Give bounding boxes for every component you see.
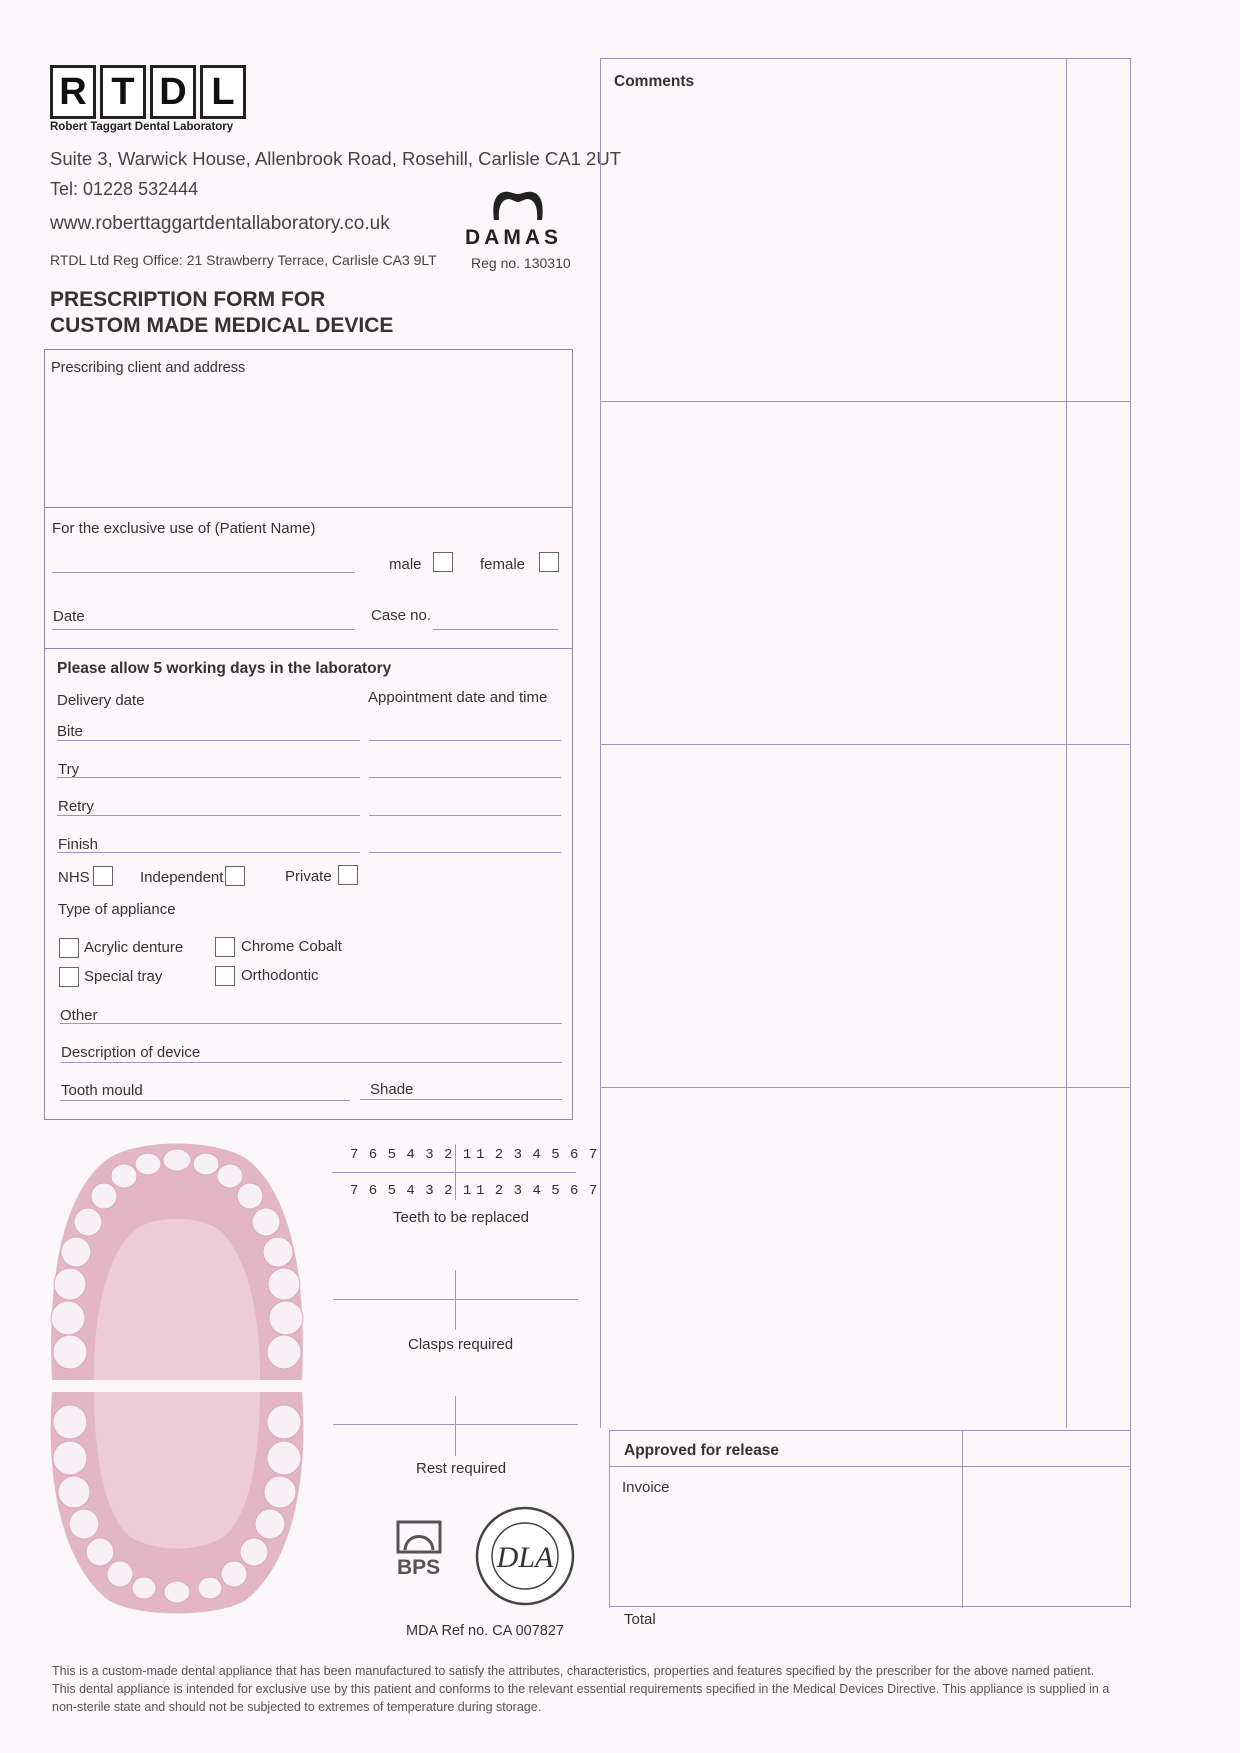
comments-rule-3 [600, 1087, 1130, 1088]
tooth-mould-label: Tooth mould [61, 1082, 143, 1099]
try-appointment-field[interactable] [369, 777, 561, 778]
bite-delivery-field[interactable] [57, 740, 360, 741]
client-address-field[interactable] [51, 384, 561, 502]
finish-label: Finish [58, 836, 99, 853]
appointment-heading: Appointment date and time [368, 689, 548, 706]
date-field[interactable] [52, 629, 355, 630]
dla-seal-icon [474, 1505, 576, 1607]
description-field[interactable] [60, 1062, 562, 1063]
clasps-cross-vertical[interactable] [455, 1270, 456, 1330]
patient-name-label: For the exclusive use of (Patient Name) [52, 520, 316, 537]
chrome-cobalt-checkbox[interactable] [215, 937, 235, 957]
special-tray-checkbox[interactable] [59, 967, 79, 987]
logo-letter-t: T [100, 65, 146, 119]
logo-letter-r: R [50, 65, 96, 119]
other-field[interactable] [60, 1023, 562, 1024]
clasps-required-label: Clasps required [408, 1336, 514, 1353]
client-address-label: Prescribing client and address [51, 360, 246, 376]
female-label: female [480, 556, 526, 573]
tooth-mould-field[interactable] [60, 1100, 350, 1101]
dental-arch-illustration[interactable] [46, 1140, 308, 1618]
comments-field[interactable] [606, 98, 1060, 1418]
working-days-notice: Please allow 5 working days in the laboratory [57, 660, 392, 677]
bps-logo-text: BPS [397, 1556, 441, 1579]
retry-delivery-field[interactable] [57, 815, 360, 816]
lower-right-teeth-numbers: 1 2 3 4 5 6 7 [476, 1183, 599, 1199]
teeth-to-be-replaced-label: Teeth to be replaced [393, 1209, 529, 1226]
shade-label: Shade [370, 1081, 414, 1098]
independent-label: Independent [140, 869, 224, 886]
comments-left-border [600, 58, 601, 1428]
damas-logo-text: DAMAS [465, 226, 562, 249]
chrome-cobalt-label: Chrome Cobalt [241, 938, 342, 955]
date-label: Date [53, 608, 85, 625]
finish-delivery-field[interactable] [57, 852, 360, 853]
orthodontic-checkbox[interactable] [215, 966, 235, 986]
invoice-value-field[interactable] [966, 1470, 1126, 1602]
description-label: Description of device [61, 1044, 201, 1061]
disclaimer-line-2: This dental appliance is intended for exclusive use by this patient and conforms to the relevant essential requirements specified in the Medical Devices Directive. This appliance is supplied in a [52, 1682, 1110, 1696]
disclaimer-line-3: non-sterile state and should not be subjected to extremes of temperature during storage. [52, 1700, 542, 1714]
comments-inner-rule [1066, 58, 1067, 1428]
release-top-border [609, 1430, 1130, 1431]
form-title-line-1: PRESCRIPTION FORM FOR [50, 288, 326, 311]
lab-website: www.roberttaggartdentallaboratory.co.uk [50, 213, 390, 234]
logo-letter-d: D [150, 65, 196, 119]
release-header-rule [609, 1466, 1130, 1467]
independent-checkbox[interactable] [225, 866, 245, 886]
special-tray-label: Special tray [84, 968, 163, 985]
lab-address: Suite 3, Warwick House, Allenbrook Road, Rosehill, Carlisle CA1 2UT [50, 148, 621, 169]
bite-label: Bite [57, 723, 83, 740]
total-value-field[interactable] [966, 1608, 1126, 1638]
acrylic-denture-checkbox[interactable] [59, 938, 79, 958]
try-delivery-field[interactable] [57, 777, 360, 778]
nhs-checkbox[interactable] [93, 866, 113, 886]
case-number-label: Case no. [371, 607, 432, 624]
logo-letter-l: L [200, 65, 246, 119]
retry-label: Retry [58, 798, 94, 815]
comments-top-border [600, 58, 1130, 59]
teeth-chart-horizontal-rule [332, 1172, 576, 1173]
acrylic-denture-label: Acrylic denture [84, 939, 184, 956]
logo-subtitle: Robert Taggart Dental Laboratory [50, 121, 234, 133]
release-column-rule [962, 1430, 963, 1608]
approved-for-release-label: Approved for release [624, 1442, 780, 1459]
try-label: Try [58, 761, 80, 778]
damas-tooth-icon [488, 186, 548, 226]
mda-reference: MDA Ref no. CA 007827 [406, 1623, 564, 1639]
comments-right-border [1130, 58, 1131, 1608]
comments-rule-1 [600, 401, 1130, 402]
upper-left-teeth-numbers: 7 6 5 4 3 2 1 [350, 1147, 473, 1163]
invoice-label: Invoice [622, 1479, 670, 1496]
lab-telephone: Tel: 01228 532444 [50, 179, 199, 199]
bite-appointment-field[interactable] [369, 740, 561, 741]
rest-required-label: Rest required [416, 1460, 507, 1477]
nhs-label: NHS [58, 869, 90, 886]
client-section-divider [44, 507, 573, 508]
patient-name-field[interactable] [52, 572, 355, 573]
damas-reg-number: Reg no. 130310 [471, 255, 571, 271]
disclaimer-line-1: This is a custom-made dental appliance that has been manufactured to satisfy the attributes, characteristics, properties and features specified by the prescriber for the above named patient. [52, 1664, 1095, 1678]
lower-left-teeth-numbers: 7 6 5 4 3 2 1 [350, 1183, 473, 1199]
male-label: male [389, 556, 422, 573]
orthodontic-label: Orthodontic [241, 967, 319, 984]
patient-section-divider [44, 648, 573, 649]
svg-text:DLA: DLA [496, 1541, 554, 1574]
private-label: Private [285, 868, 332, 885]
female-checkbox[interactable] [539, 552, 559, 572]
comments-label: Comments [614, 73, 695, 90]
other-label: Other [60, 1007, 98, 1024]
appliance-type-label: Type of appliance [58, 901, 176, 918]
finish-appointment-field[interactable] [369, 852, 561, 853]
reg-office: RTDL Ltd Reg Office: 21 Strawberry Terrace, Carlisle CA3 9LT [50, 252, 437, 268]
retry-appointment-field[interactable] [369, 815, 561, 816]
rest-cross-vertical[interactable] [455, 1396, 456, 1456]
male-checkbox[interactable] [433, 552, 453, 572]
bps-logo-icon [396, 1520, 442, 1554]
delivery-date-heading: Delivery date [57, 692, 145, 709]
case-number-field[interactable] [433, 629, 558, 630]
comments-rule-2 [600, 744, 1130, 745]
upper-right-teeth-numbers: 1 2 3 4 5 6 7 [476, 1147, 599, 1163]
total-label: Total [624, 1611, 656, 1628]
release-bottom-border [609, 1606, 1130, 1607]
shade-field[interactable] [360, 1099, 562, 1100]
release-left-border [609, 1430, 610, 1608]
private-checkbox[interactable] [338, 865, 358, 885]
form-title-line-2: CUSTOM MADE MEDICAL DEVICE [50, 314, 394, 337]
